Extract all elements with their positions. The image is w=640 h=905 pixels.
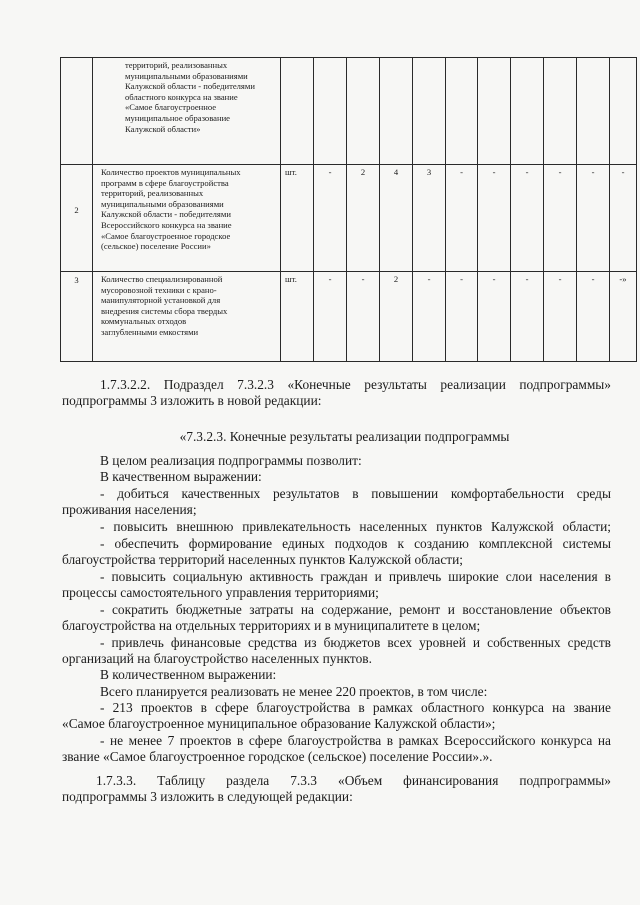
value-cell: [413, 58, 446, 165]
value-cell: -: [446, 165, 478, 272]
row-number-cell: [61, 58, 93, 165]
bullet-line: благоустройства территорий населенных пунктов Калужской области;: [62, 552, 464, 567]
value-cell: -: [610, 165, 637, 272]
indicator-name-line: «Самое благоустроенное городское: [101, 230, 231, 241]
row-number-cell: 2: [61, 165, 93, 272]
section-2-line-2: подпрограммы 3 изложить в следующей редакции:: [62, 789, 353, 804]
table-row: [61, 58, 637, 165]
indicator-name-line: Калужской области»: [125, 123, 201, 134]
indicator-name-cell: [93, 272, 281, 362]
body-paragraph: В качественном выражении:: [100, 469, 262, 484]
value-cell: [610, 58, 637, 165]
value-cell: -: [511, 165, 544, 272]
table-row: [61, 165, 637, 272]
value-cell: [544, 58, 577, 165]
indicator-name-line: (сельское) поселение России»: [101, 241, 211, 252]
indicator-name-line: Количество проектов муниципальных: [101, 167, 241, 177]
bullet-line: - 213 проектов в сфере благоустройства в рамках областного конкурса на звание: [100, 700, 611, 715]
subsection-heading: «7.3.2.3. Конечные результаты реализации подпрограммы: [179, 429, 510, 444]
section-1-line-1: 1.7.3.2.2. Подраздел 7.3.2.3 «Конечные результаты реализации подпрограммы»: [100, 377, 611, 392]
value-cell: -»: [610, 272, 637, 362]
value-cell: [380, 58, 413, 165]
indicator-name-line: Всероссийского конкурса на звание: [101, 219, 232, 230]
value-cell: [577, 58, 610, 165]
indicator-name-line: коммунальных отходов: [101, 316, 187, 327]
value-cell: 2: [347, 165, 380, 272]
indicator-name-line: манипуляторной установкой для: [101, 295, 221, 306]
unit-cell: [281, 58, 314, 165]
value-cell: -: [413, 272, 446, 362]
bullet-line: - сократить бюджетные затраты на содержание, ремонт и восстановление объектов: [100, 602, 611, 617]
indicator-name-line: «Самое благоустроенное: [125, 102, 217, 113]
value-cell: -: [478, 165, 511, 272]
indicator-name-line: муниципальными образованиями: [125, 70, 248, 81]
value-cell: -: [314, 272, 347, 362]
indicator-name-line: Количество специализированной: [101, 274, 223, 284]
row-number-cell: 3: [61, 272, 93, 362]
bullet-line: звание «Самое благоустроенное городское (сельское) поселение России».».: [62, 749, 493, 764]
value-cell: -: [511, 272, 544, 362]
indicator-name-line: внедрения системы сбора твердых: [101, 305, 228, 316]
bullet-line: процессы самостоятельного управления территориями;: [62, 585, 379, 600]
section-2-line-1: 1.7.3.3. Таблицу раздела 7.3.3 «Объем финансирования подпрограммы»: [96, 773, 611, 788]
bullet-line: - добиться качественных результатов в повышении комфортабельности среды: [100, 486, 611, 501]
value-cell: [314, 58, 347, 165]
value-cell: -: [314, 165, 347, 272]
section-1-line-2: подпрограммы 3 изложить в новой редакции:: [62, 393, 322, 408]
value-cell: -: [446, 272, 478, 362]
bullet-line: - обеспечить формирование единых подходов к созданию комплексной системы: [100, 536, 611, 551]
indicator-name-cell: [93, 165, 281, 272]
bullet-line: проживания населения;: [62, 502, 197, 517]
indicator-name-line: мусоровозной техники с крано-: [101, 284, 217, 295]
unit-cell: шт.: [281, 272, 314, 362]
bullet-line: - повысить внешнюю привлекательность населенных пунктов Калужской области;: [100, 519, 611, 534]
body-paragraph: В целом реализация подпрограммы позволит:: [100, 453, 362, 468]
indicator-name-line: Калужской области - победителями: [101, 209, 231, 220]
value-cell: -: [347, 272, 380, 362]
indicator-name-line: территорий, реализованных: [125, 60, 228, 70]
value-cell: [478, 58, 511, 165]
bullet-line: - повысить социальную активность граждан и привлечь широкие слои населения в: [100, 569, 611, 584]
value-cell: 3: [413, 165, 446, 272]
value-cell: -: [577, 165, 610, 272]
indicator-name-line: муниципальными образованиями: [101, 198, 224, 209]
indicator-name-cell: [93, 58, 281, 165]
value-cell: -: [478, 272, 511, 362]
indicators-table: [60, 57, 637, 362]
value-cell: [446, 58, 478, 165]
value-cell: -: [544, 272, 577, 362]
indicator-name-line: областного конкурса на звание: [125, 91, 238, 102]
value-cell: [347, 58, 380, 165]
indicator-name-line: муниципальное образование: [125, 112, 230, 123]
bullet-line: благоустройства на отдельных территориях и в муниципалитете в целом;: [62, 618, 481, 633]
indicator-name-line: заглубленными емкостями: [101, 326, 199, 337]
body-paragraph: В количественном выражении:: [100, 667, 277, 682]
body-paragraph: Всего планируется реализовать не менее 220 проектов, в том числе:: [100, 684, 488, 699]
value-cell: 2: [380, 272, 413, 362]
indicator-name-line: территорий, реализованных: [101, 188, 204, 199]
value-cell: 4: [380, 165, 413, 272]
unit-cell: шт.: [281, 165, 314, 272]
bullet-line: - привлечь финансовые средства из бюджетов всех уровней и собственных средств: [100, 635, 611, 650]
bullet-line: «Самое благоустроенное муниципальное образование Калужской области»;: [62, 716, 496, 731]
bullet-line: - не менее 7 проектов в сфере благоустройства в рамках Всероссийского конкурса на: [100, 733, 611, 748]
table-row: [61, 272, 637, 362]
value-cell: -: [577, 272, 610, 362]
indicator-name-line: Калужской области - победителями: [125, 81, 255, 92]
value-cell: [511, 58, 544, 165]
bullet-line: организаций на благоустройство населенных пунктов.: [62, 651, 372, 666]
indicator-name-line: программ в сфере благоустройства: [101, 177, 229, 188]
value-cell: -: [544, 165, 577, 272]
